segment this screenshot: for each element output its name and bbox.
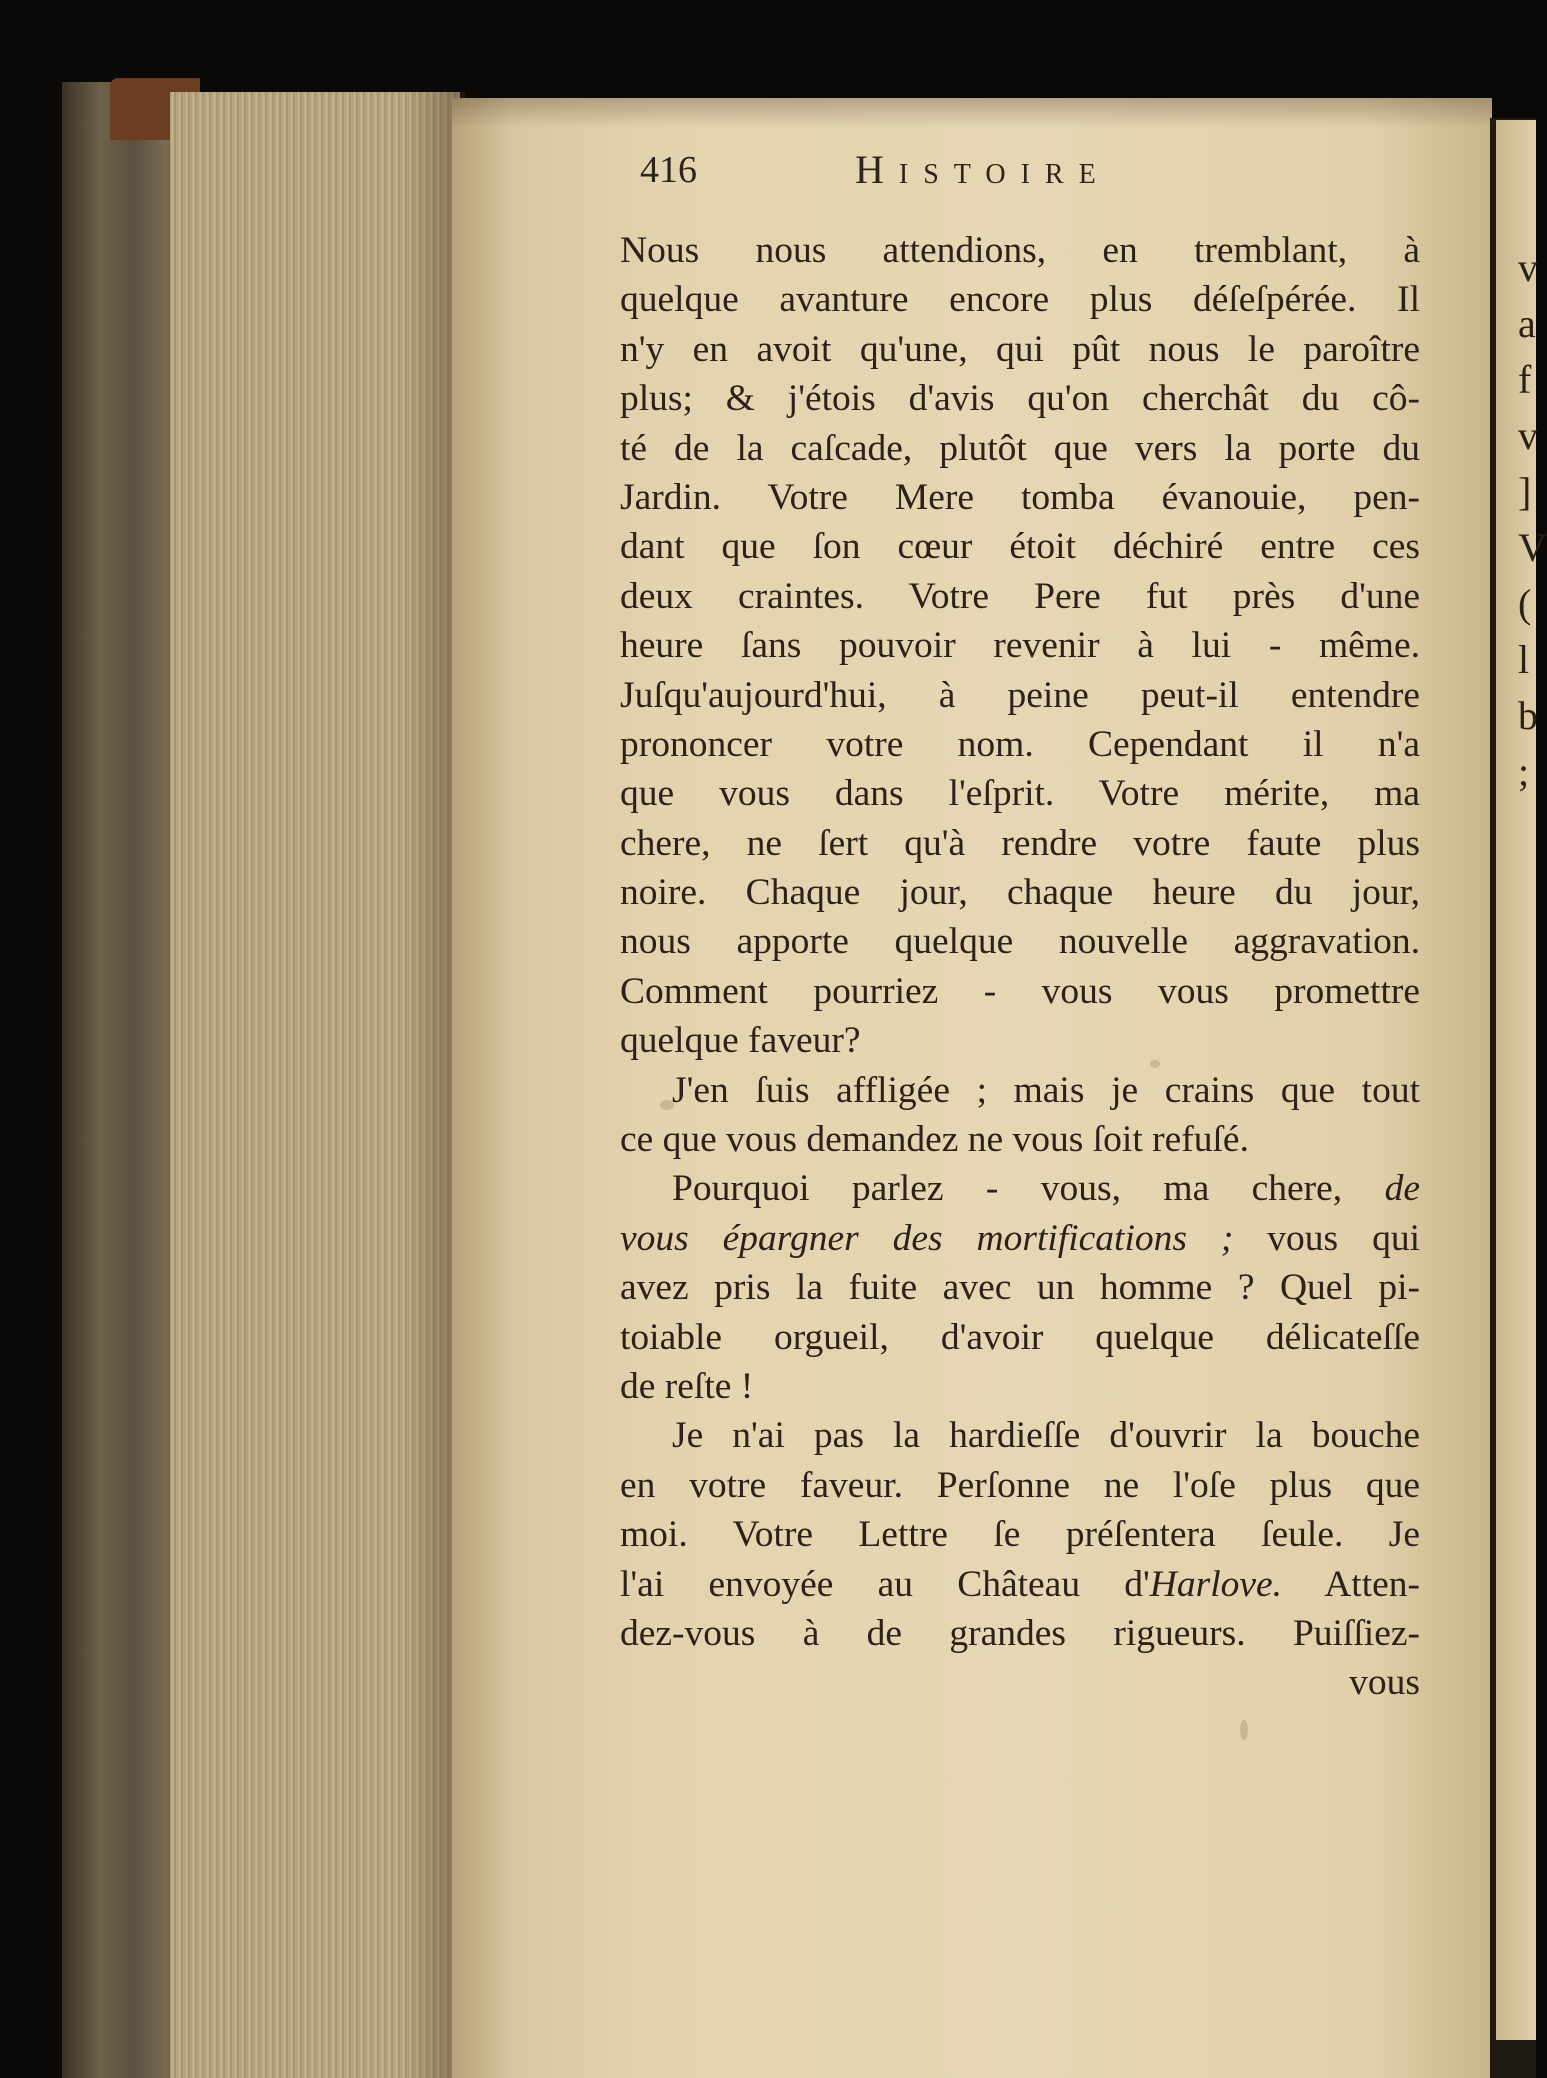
- text-line: Comment pourriez - vous vous promettre: [620, 970, 1420, 1012]
- text-line: n'y en avoit qu'une, qui pût nous le paroître: [620, 328, 1420, 370]
- text-line: té de la caſcade, plutôt que vers la porte du: [620, 427, 1420, 469]
- foxing-spot: [1240, 1720, 1248, 1740]
- text-line: de reſte !: [620, 1365, 754, 1407]
- text-line: dez-vous à de grandes rigueurs. Puiſſiez-: [620, 1612, 1420, 1654]
- text-line: deux craintes. Votre Pere fut près d'une: [620, 575, 1420, 617]
- text-line: dant que ſon cœur étoit déchiré entre ces: [620, 526, 1420, 568]
- text-line: toiable orgueil, d'avoir quelque délicateſſe: [620, 1316, 1420, 1358]
- text-line: vous épargner des mortifications ; vous qui: [620, 1217, 1420, 1259]
- text-line: l'ai envoyée au Château d'Harlove. Atten-: [620, 1563, 1421, 1605]
- text-line: prononcer votre nom. Cependant il n'a: [620, 723, 1420, 765]
- text-line: noire. Chaque jour, chaque heure du jour,: [620, 872, 1420, 914]
- text-line: Juſqu'aujourd'hui, à peine peut-il entendre: [620, 674, 1420, 716]
- text-line: avez pris la fuite avec un homme ? Quel pi-: [620, 1267, 1420, 1309]
- text-line: ce que vous demandez ne vous ſoit refuſé.: [620, 1119, 1249, 1161]
- text-line: vous: [1349, 1662, 1420, 1704]
- text-line: quelque faveur?: [620, 1020, 861, 1062]
- italic-text: vous épargner des mortifications ;: [620, 1217, 1234, 1259]
- text-line: quelque avanture encore plus déſeſpérée. Il: [620, 279, 1420, 321]
- text-line: que vous dans l'eſprit. Votre mérite, ma: [620, 773, 1420, 815]
- facing-page-text: v a f v ] V ( l b ;: [1518, 245, 1547, 794]
- running-header: [640, 148, 1440, 208]
- text-line: J'en ſuis affligée ; mais je crains que tout: [672, 1069, 1420, 1111]
- italic-text: de: [1384, 1168, 1420, 1210]
- text-line: Jardin. Votre Mere tomba évanouie, pen-: [620, 476, 1420, 518]
- text-line: nous apporte quelque nouvelle aggravation.: [620, 921, 1420, 963]
- text-line: plus; & j'étois d'avis qu'on cherchât du cô-: [620, 378, 1420, 420]
- text-line: Je n'ai pas la hardieſſe d'ouvrir la bouche: [672, 1415, 1420, 1457]
- page-top-shadow: [452, 98, 1492, 128]
- page-number: 416: [640, 149, 697, 191]
- text-line: Pourquoi parlez - vous, ma chere, de: [672, 1168, 1420, 1210]
- italic-text: Harlove.: [1149, 1563, 1283, 1605]
- body-text: [620, 226, 1420, 1708]
- text-line: heure ſans pouvoir revenir à lui - même.: [620, 625, 1420, 667]
- text-line: chere, ne ſert qu'à rendre votre faute plus: [620, 822, 1420, 864]
- text-line: Nous nous attendions, en tremblant, à: [620, 230, 1420, 271]
- text-line: en votre faveur. Perſonne ne l'oſe plus que: [620, 1464, 1420, 1506]
- text-line: moi. Votre Lettre ſe préſentera ſeule. Je: [620, 1514, 1420, 1556]
- running-title: Histoire: [855, 147, 1111, 192]
